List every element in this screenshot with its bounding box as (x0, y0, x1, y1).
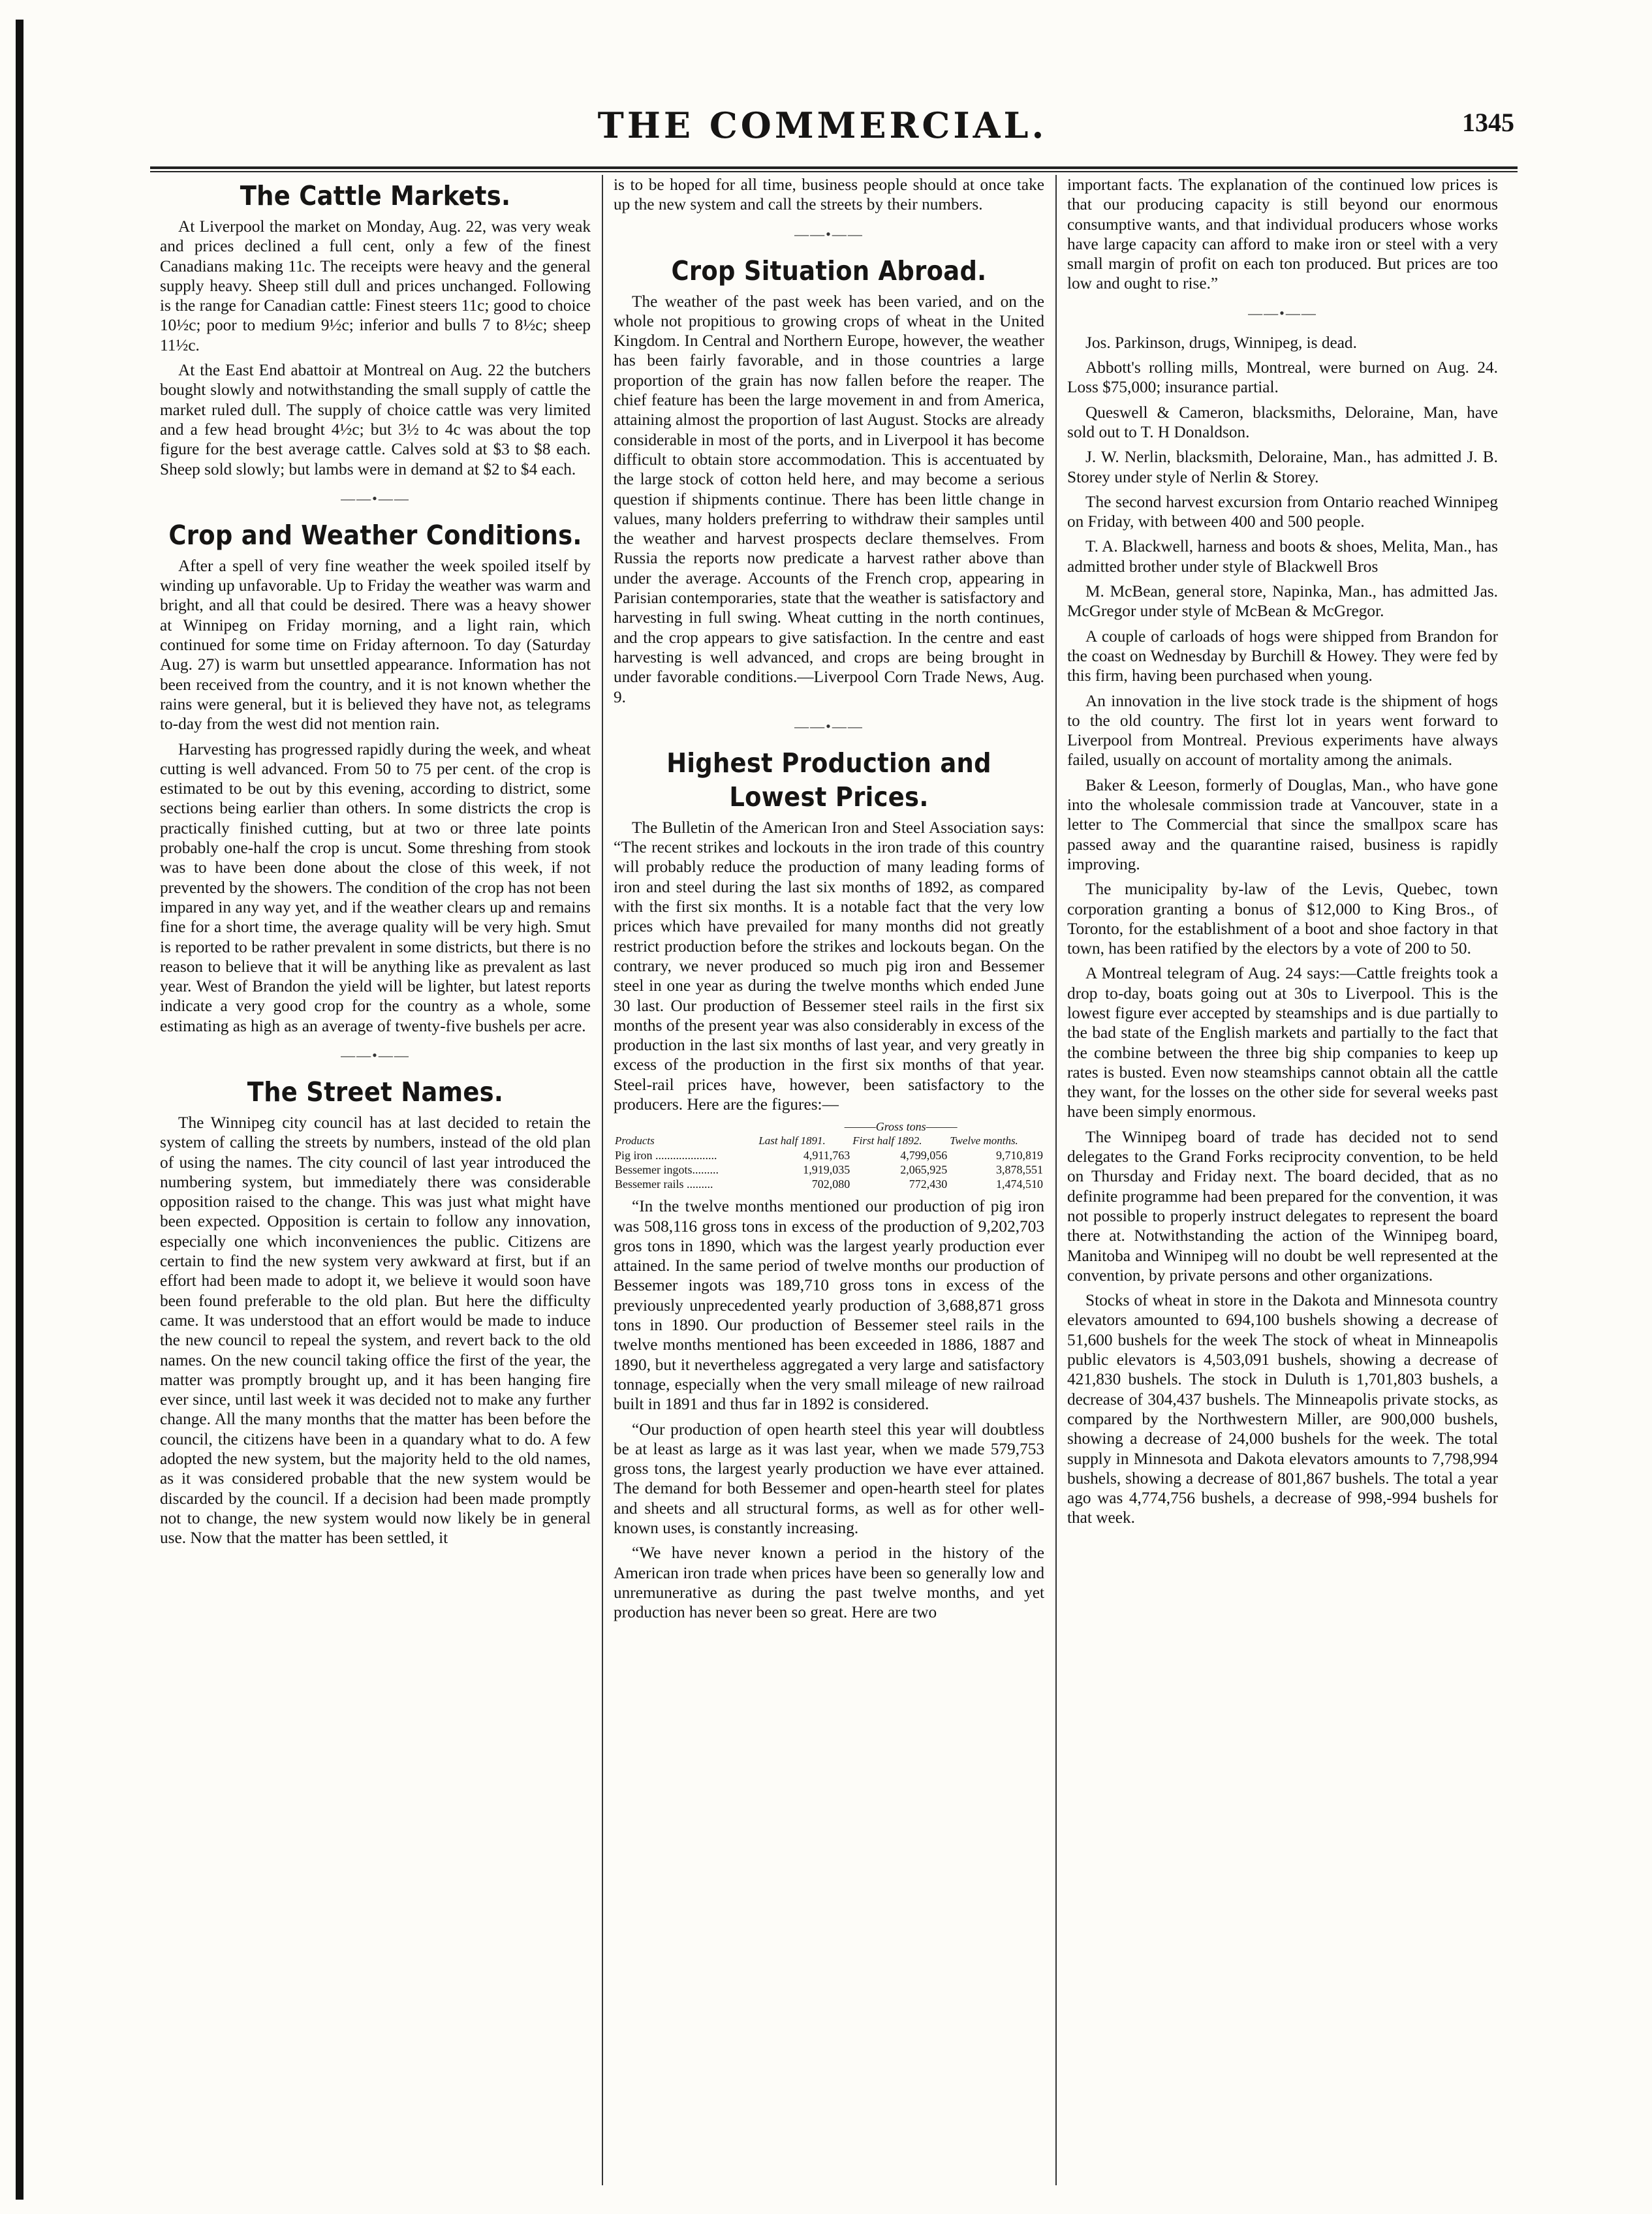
table-header: Products (615, 1134, 655, 1147)
table-cell: 4,799,056 (900, 1149, 948, 1162)
production-table (614, 1119, 1044, 1191)
article-title: Crop Situation Abroad. (671, 255, 987, 287)
binding-edge (16, 20, 23, 2200)
paragraph: The Bulletin of the American Iron and Steel Association says: “The recent strikes and lockouts in the iron trade of this country will probably reduce the production of many leading forms of iron and steel during the last six months of 1892, as compared with the first six months. It is a notable fact that the very low prices which have prevailed for many months did not greatly restrict production before the strikes and lockouts began. On the contrary, we never produced so much pig iron and Bessemer steel in one year as during the twelve months which ended June 30 last. Our production of Bessemer steel rails in the first six months of the present year was also considerably in excess of the production in the last six months of last year, and very greatly in excess of the production in the first six months of that year. Steel-rail prices have, however, been satisfactory to the producers. Here are the figures:— (614, 818, 1044, 1114)
table-cell: 2,065,925 (900, 1163, 948, 1177)
news-item: The municipality by-law of the Levis, Quebec, town corporation granting a bonus of $12,000 to King Bros., of Toronto, for the establishment of a boot and shoe factory in that town, has been ratified by the electors by a vote of 200 to 50. (1067, 880, 1498, 958)
table-cell: Bessemer rails ......... (615, 1177, 713, 1191)
table-header: First half 1892. (852, 1134, 922, 1147)
ornament-divider: ——•—— (1248, 304, 1317, 321)
news-item: Stocks of wheat in store in the Dakota and Minnesota country elevators amounted to 694,100 bushels showing a decrease of 51,600 bushels for the week The stock of wheat in Minneapolis public elevators is 4,503,091 bushels, showing a decrease of 421,830 bushels. The stock in Duluth is 1,701,803 bushels, a decrease of 304,437 bushels. The Minneapolis private stocks, as compared by the Northwestern Miller, are 900,000 bushels, showing a decrease of 24,000 bushels for the week. The total supply in Minnesota and Dakota elevators amounts to 7,798,994 bushels, showing a decrease of 801,867 bushels. The total a year ago was 4,774,756 bushels, a decrease of 998,-994 bushels for that week. (1067, 1291, 1498, 1527)
ornament-divider: ——•—— (794, 717, 864, 734)
paragraph: At the East End abattoir at Montreal on Aug. 22 the butchers bought slowly and notwithstanding the small supply of cattle the market ruled dull. The supply of choice cattle was very limited and a few head brought 4½c; but 3½ to 4c was about the top figure for the best average cattle. Calves sold at $3 to $8 each. Sheep sold slowly; but lambs were in demand at $2 to $4 each. (160, 361, 591, 478)
paragraph: Harvesting has progressed rapidly during the week, and wheat cutting is well advanced. From 50 to 75 per cent. of the crop is estimated to be out by this evening, according to district, some sections being earlier than others. In some districts the crop is practically finished cutting, but at two or three late points probably one-half the crop is uncut. Some threshing from stook was to have been done about the close of this week, if not prevented by the showers. The condition of the crop has not been impared in any way yet, and if the weather clears up and remains fine for a short time, the average quality will be very high. Smut is reported to be rather prevalent in some districts, but there is no reason to believe that it will be anything like as prevalent as last year. West of Brandon the yield will be lighter, but latest reports indicate a very good crop for the country as a whole, some estimating as high as an average of twenty-five bushels per acre. (160, 740, 591, 1035)
paragraph: important facts. The explanation of the continued low prices is that our producing capacity is still beyond our enormous consumptive wants, and that individual producers whose works have large capacity can afford to make iron or steel with a very small margin of profit on each ton produced. But prices are too low and ought to rise.” (1067, 176, 1498, 293)
article-title: Crop and Weather Conditions. (168, 519, 582, 551)
paragraph: At Liverpool the market on Monday, Aug. 22, was very weak and prices declined a full cent, only a few of the finest Canadians making 11c. The receipts were heavy and the general supply heavy. Sheep still dull and prices unchanged. Following is the range for Canadian cattle: Finest steers 11c; good to choice 10½c; poor to medium 9½c; inferior and bulls 7 to 8½c; sheep 11½c. (160, 217, 591, 354)
paragraph: “In the twelve months mentioned our production of pig iron was 508,116 gross tons in excess of the production of 9,202,703 gros tons in 1890, which was the largest yearly production ever attained. In the same period of twelve months our production of Bessemer ingots was 189,710 gross tons in excess of the previously unprecedented yearly production of 3,688,871 gross tons in 1890. Our production of Bessemer steel rails in the twelve months mentioned has been exceeded in 1886, 1887 and 1890, but it nevertheless aggregated a very large and satisfactory tonnage, especially when the very small mileage of new railroad built in 1891 and thus far in 1892 is considered. (614, 1197, 1044, 1414)
news-item: Queswell & Cameron, blacksmiths, Deloraine, Man, have sold out to T. H Donaldson. (1067, 403, 1498, 441)
table-row (614, 1177, 1044, 1191)
table-cell: Bessemer ingots......... (615, 1163, 719, 1177)
table-cell: 702,080 (811, 1177, 850, 1191)
paragraph: is to be hoped for all time, business people should at once take up the new system and call the streets by their numbers. (614, 176, 1044, 214)
news-item: M. McBean, general store, Napinka, Man., has admitted Jas. McGregor under style of McBean & McGregor. (1067, 582, 1498, 621)
table-cell: 772,430 (909, 1177, 948, 1191)
column-divider (1055, 175, 1057, 2185)
column-2 (614, 175, 1044, 2185)
ornament-divider: ——•—— (341, 490, 410, 507)
news-item: T. A. Blackwell, harness and boots & shoes, Melita, Man., has admitted brother under style of Blackwell Bros (1067, 537, 1498, 576)
table-cell: Pig iron ..................... (615, 1149, 717, 1162)
news-item: A Montreal telegram of Aug. 24 says:—Cattle freights took a drop to-day, boats going out at 30s to Liverpool. This is the lowest figure ever accepted by steamships and is due partially to the bad state of the English markets and partially to the fact that the combine between the three big ship companies to keep up rates is busted. Even now steamships cannot obtain all the cattle they want, for the losses on the other side for several weeks past have been simply enormous. (1067, 964, 1498, 1121)
table-cell: 4,911,763 (803, 1149, 850, 1162)
ornament-divider: ——•—— (794, 225, 864, 242)
masthead (131, 104, 1514, 163)
column-divider (602, 175, 603, 2185)
news-item: The Winnipeg board of trade has decided not to send delegates to the Grand Forks reciprocity convention, to be held on Thursday and Friday next. The board decided, that as no definite programme had been prepared for the convention, it was not possible to properly instruct delegates to represent the board there at. Notwithstanding the action of the Winnipeg board, Manitoba and Winnipeg will no doubt be well represented at the convention, by private persons and other organizations. (1067, 1127, 1498, 1285)
table-cell: 1,474,510 (996, 1177, 1043, 1191)
news-item: Jos. Parkinson, drugs, Winnipeg, is dead. (1085, 333, 1357, 352)
table-header: Twelve months. (950, 1134, 1018, 1147)
table-cell: 1,919,035 (803, 1163, 850, 1177)
header-rule-thin (150, 171, 1518, 172)
table-group-header: ———Gross tons——— (844, 1120, 958, 1134)
news-item: An innovation in the live stock trade is the shipment of hogs to the old country. The first lot in years went forward to Liverpool from Montreal. Previous experiments have always failed, usually on account of mortality among the animals. (1067, 691, 1498, 770)
article-title: The Street Names. (247, 1076, 504, 1108)
paragraph: The Winnipeg city council has at last decided to retain the system of calling the streets by numbers, instead of the old plan of using the names. The city council of last year introduced the numbering system, but immediately there was considerable opposition raised to the change. This was just what might have been expected. Opposition is certain to follow any innovation, especially one which inconveniences the public. Citizens are certain to find the new system very awkward at first, but if an effort had been made to adopt it, we believe it would soon have been found preferable to the old plan. But here the difficulty came. It was understood that an effort would be made to induce the new council to repeal the system, and revert back to the old names. On the new council taking office the first of the year, the matter was promptly brought up, and it has been hanging fire ever since, until last week it was decided not to make any further change. All the many months that the matter has been before the council, the citizens have been in a quandary what to do. A few adopted the new system, but the majority held to the old names, as it was considered probable that the new system would be discarded by the council. If a decision had been made promptly not to change, the new system would now likely be in general use. Now that the matter has been settled, it (160, 1113, 591, 1548)
paragraph: The weather of the past week has been varied, and on the whole not propitious to growing crops of wheat in the United Kingdom. In Central and Northern Europe, however, the weather has been fairly favorable, and in those countries a large proportion of the grain has now fallen before the reaper. The chief feature has been the large movement in and from America, attaining almost the proportion of last August. Stocks are already considerable in most of the ports, and in Liverpool it has become difficult to obtain store accommodation. This is accentuated by the large stock of cotton held here, and may become a serious question if shipments continue. There has been little change in values, many holders preferring to withdraw their samples until the weather and harvest prospects declare themselves. From Russia the reports now predicate a harvest rather above than under the average. Accounts of the French crop, appearing in Parisian contemporaries, state that the weather is satisfactory and harvesting in full swing. Wheat cutting in the north continues, and the crop appears to give satisfaction. In the centre and east harvesting is well advanced, and crops are being brought in under favorable conditions.—Liverpool Corn Trade News, Aug. 9. (614, 292, 1044, 706)
table-row (614, 1162, 1044, 1177)
page-number: 1345 (1462, 108, 1514, 137)
news-item: A couple of carloads of hogs were shipped from Brandon for the coast on Wednesday by Burchill & Howey. They were fed by this firm, having been purchased when young. (1067, 627, 1498, 685)
news-item: The second harvest excursion from Ontario reached Winnipeg on Friday, with between 400 and 500 people. (1067, 492, 1498, 531)
article-title: The Cattle Markets. (240, 180, 511, 211)
column-1 (160, 175, 591, 2185)
news-item: Abbott's rolling mills, Montreal, were burned on Aug. 24. Loss $75,000; insurance partial. (1067, 358, 1498, 397)
newspaper-title: THE COMMERCIAL. (597, 104, 1048, 146)
ornament-divider: ——•—— (341, 1046, 410, 1063)
column-3 (1067, 175, 1498, 2185)
table-row (614, 1148, 1044, 1162)
paragraph: After a spell of very fine weather the week spoiled itself by winding up unfavorable. Up to Friday the weather was warm and bright, and all that could be desired. There was a heavy shower at Winnipeg on Friday morning, and a light rain, which continued for some time on Friday afternoon. To day (Saturday Aug. 27) is warm but unsettled appearance. Information has not been received from the country, and it is not known whether the rains were general, but it is believed they have not, as telegrams to-day from the west did not mention rain. (160, 556, 591, 734)
table-cell: 3,878,551 (996, 1163, 1043, 1177)
header-rule (150, 166, 1518, 169)
paragraph: “We have never known a period in the history of the American iron trade when prices have been so generally low and unremunerative as during the past twelve months, and yet production has never been so great. Here are two (614, 1544, 1044, 1622)
article-title: Highest Production and Lowest Prices. (666, 747, 991, 813)
table-cell: 9,710,819 (996, 1149, 1043, 1162)
news-item: Baker & Leeson, formerly of Douglas, Man., who have gone into the wholesale commission trade at Vancouver, state in a letter to The Commercial that since the smallpox scare has passed away and the quarantine raised, business is rapidly improving. (1067, 775, 1498, 873)
paragraph: “Our production of open hearth steel this year will doubtless be at least as large as it was last year, when we made 579,753 gross tons, the largest yearly production we have ever attained. The demand for both Bessemer and open-hearth steel for plates and sheets and all structural forms, as well as for other well-known uses, is constantly increasing. (614, 1420, 1044, 1538)
news-item: J. W. Nerlin, blacksmith, Deloraine, Man., has admitted J. B. Storey under style of Nerlin & Storey. (1067, 448, 1498, 486)
table-header: Last half 1891. (758, 1134, 826, 1147)
